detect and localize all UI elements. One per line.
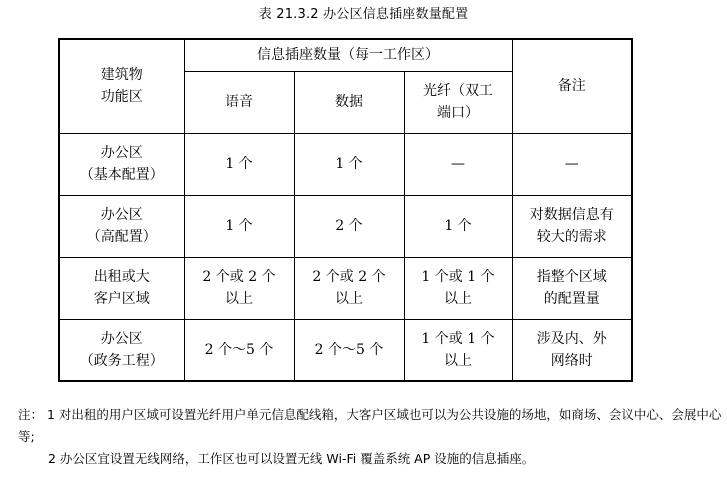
header-building-area	[59, 39, 184, 133]
cell-data-line2: 以上	[335, 291, 363, 307]
cell-voice-line1: 2 个或 2 个	[202, 269, 276, 285]
cell-area-line2: （基本配置）	[79, 167, 164, 183]
cell-voice: 1 个	[184, 133, 294, 195]
cell-fiber	[404, 319, 512, 381]
cell-fiber	[404, 257, 512, 319]
cell-voice: 2 个～5 个	[184, 319, 294, 381]
cell-fiber-line1: 1 个或 1 个	[421, 269, 495, 285]
table-row	[59, 133, 632, 195]
table-row	[59, 195, 632, 257]
header-building-area-line2: 功能区	[100, 89, 143, 106]
cell-area	[59, 195, 184, 257]
table-row	[59, 257, 632, 319]
header-data: 数据	[294, 71, 404, 133]
header-fiber	[404, 71, 512, 133]
header-voice: 语音	[184, 71, 294, 133]
cell-remark: —	[512, 133, 632, 195]
cell-area-line1: 办公区	[100, 145, 143, 161]
cell-area	[59, 319, 184, 381]
cell-fiber-line2: 以上	[444, 291, 472, 307]
header-outlet-count: 信息插座数量（每一工作区）	[184, 39, 512, 71]
table-title: 表 21.3.2 办公区信息插座数量配置	[258, 7, 469, 22]
cell-area-line2: 客户区域	[93, 291, 150, 307]
cell-fiber-line1: 1 个或 1 个	[421, 330, 495, 347]
cell-area-line2: （政务工程）	[79, 352, 164, 369]
cell-remark	[512, 195, 632, 257]
cell-voice: 1 个	[184, 195, 294, 257]
cell-remark-line2: 网络时	[550, 352, 593, 369]
cell-area-line2: （高配置）	[86, 229, 157, 245]
header-fiber-line2: 端口）	[437, 105, 479, 121]
cell-data-line1: 2 个或 2 个	[312, 269, 386, 285]
cell-fiber: 1 个	[404, 195, 512, 257]
header-remark: 备注	[512, 39, 632, 133]
note-1: 注： 1 对出租的用户区域可设置光纤用户单元信息配线箱，大客户区域也可以为公共设施的场地，如商场、会议中心、会展中心等;	[18, 407, 722, 444]
cell-remark	[512, 257, 632, 319]
cell-voice	[184, 257, 294, 319]
cell-area	[59, 257, 184, 319]
table-notes	[0, 404, 722, 470]
table-row	[59, 319, 632, 381]
cell-area-line1: 办公区	[100, 330, 143, 347]
cell-remark-line1: 对数据信息有	[529, 207, 614, 223]
cell-remark	[512, 319, 632, 381]
cell-area	[59, 133, 184, 195]
header-fiber-line1: 光纤（双工	[423, 83, 493, 99]
cell-remark-line1: 指整个区域	[536, 269, 607, 285]
cell-data: 2 个	[294, 195, 404, 257]
cell-data: 2 个～5 个	[294, 319, 404, 381]
cell-area-line1: 出租或大	[93, 269, 150, 285]
cell-remark-line1: 涉及内、外	[536, 330, 607, 347]
outlet-config-table	[58, 38, 633, 382]
note-2: 2 办公区宜设置无线网络，工作区也可以设置无线 Wi-Fi 覆盖系统 AP 设施的信息插座。	[48, 451, 535, 466]
cell-data	[294, 257, 404, 319]
cell-voice-line2: 以上	[225, 291, 253, 307]
cell-fiber: —	[404, 133, 512, 195]
header-building-area-line1: 建筑物	[100, 67, 143, 84]
cell-remark-line2: 较大的需求	[536, 229, 607, 245]
cell-data: 1 个	[294, 133, 404, 195]
cell-area-line1: 办公区	[100, 207, 143, 223]
cell-fiber-line2: 以上	[444, 352, 472, 369]
cell-remark-line2: 的配置量	[543, 291, 600, 307]
